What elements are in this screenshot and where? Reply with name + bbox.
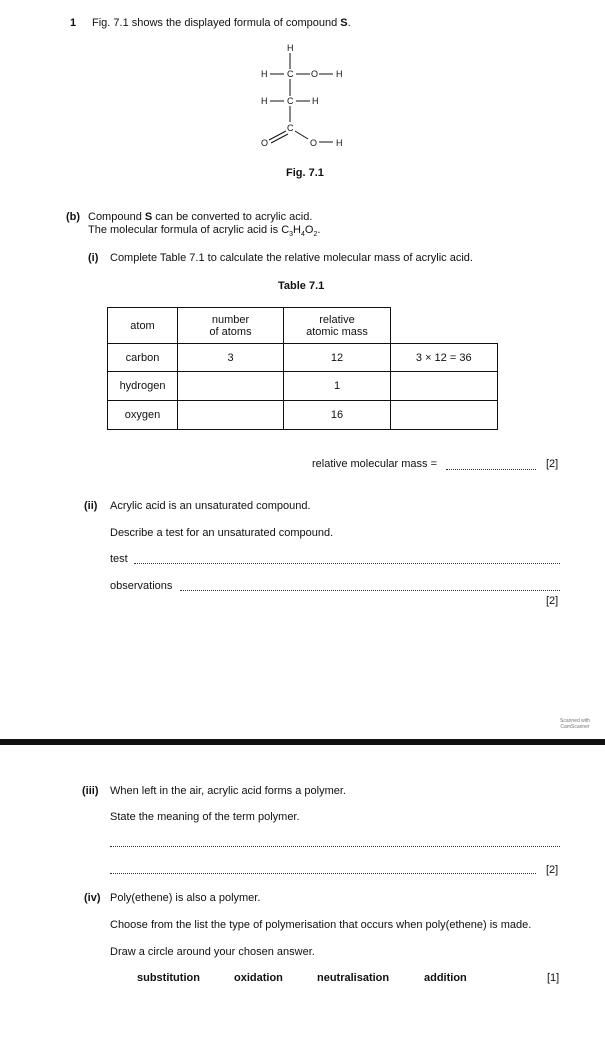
- part-ii-instruction: Describe a test for an unsaturated compound.: [110, 527, 334, 539]
- figure-caption: Fig. 7.1: [286, 167, 324, 179]
- option-addition[interactable]: addition: [424, 972, 467, 984]
- rmm-answer-line[interactable]: [446, 469, 536, 470]
- part-iv-statement: Poly(ethene) is also a polymer.: [110, 892, 261, 904]
- polymer-answer-line-2[interactable]: [110, 873, 536, 874]
- cell-calculation: 3 × 12 = 36: [391, 344, 498, 372]
- part-i-label: (i): [88, 252, 99, 264]
- atom-c3: C: [287, 123, 294, 133]
- part-iv-label: (iv): [84, 892, 101, 904]
- table-row: [108, 401, 498, 430]
- atom-c2: C: [287, 96, 294, 106]
- atom-o-double: O: [261, 138, 269, 148]
- part-iii-label: (iii): [82, 785, 99, 797]
- bond-c3-o: [295, 131, 308, 139]
- table-row: [108, 344, 498, 372]
- cell-atom: carbon: [108, 344, 178, 372]
- part-iv-instruction-2: Draw a circle around your chosen answer.: [110, 946, 315, 958]
- part-iii-marks: [2]: [546, 864, 559, 876]
- part-iii-instruction: State the meaning of the term polymer.: [110, 811, 300, 823]
- page-break-bar: [0, 739, 605, 745]
- cell-number: 3: [178, 344, 284, 372]
- cell-mass: 1: [284, 372, 391, 401]
- rmm-marks: [2]: [546, 458, 559, 470]
- part-b-label: (b): [66, 211, 81, 223]
- part-i-text: Complete Table 7.1 to calculate the relative molecular mass of acrylic acid.: [110, 252, 473, 264]
- part-iv-marks: [1]: [547, 972, 560, 984]
- atomic-mass-table: [107, 307, 498, 430]
- atom-h-top: H: [287, 43, 294, 53]
- atom-h-o2: H: [336, 138, 343, 148]
- test-label: test: [110, 553, 128, 565]
- observations-answer-line[interactable]: [180, 590, 560, 591]
- atom-c1: C: [287, 69, 294, 79]
- table-caption: Table 7.1: [278, 280, 325, 292]
- header-relative-atomic-mass: relative atomic mass: [284, 308, 391, 344]
- cell-number-input[interactable]: [178, 372, 284, 401]
- cell-calculation-input[interactable]: [391, 401, 498, 430]
- part-iii-statement: When left in the air, acrylic acid forms a polymer.: [110, 785, 346, 797]
- cell-mass: 12: [284, 344, 391, 372]
- part-iv-instruction: Choose from the list the type of polymerisation that occurs when poly(ethene) is made.: [110, 919, 532, 931]
- observations-label: observations: [110, 580, 173, 592]
- header-number-of-atoms: number of atoms: [178, 308, 284, 344]
- option-substitution[interactable]: substitution: [137, 972, 200, 984]
- cell-atom: hydrogen: [108, 372, 178, 401]
- part-ii-marks: [2]: [546, 595, 559, 607]
- atom-o1: O: [311, 69, 319, 79]
- test-answer-line[interactable]: [134, 563, 560, 564]
- atom-h-left-2: H: [261, 96, 268, 106]
- cell-atom: oxygen: [108, 401, 178, 430]
- rmm-label: relative molecular mass =: [312, 458, 438, 470]
- part-ii-statement: Acrylic acid is an unsaturated compound.: [110, 500, 311, 512]
- atom-h-right-2: H: [312, 96, 319, 106]
- atom-h-left-1: H: [261, 69, 268, 79]
- molecular-formula: $C_3H_4O_2$.: [281, 224, 321, 239]
- cell-mass: 16: [284, 401, 391, 430]
- option-oxidation[interactable]: oxidation: [234, 972, 283, 984]
- part-ii-label: (ii): [84, 500, 98, 512]
- cell-number-input[interactable]: [178, 401, 284, 430]
- scanner-watermark: Scanned with CamScanner: [560, 718, 591, 730]
- polymer-answer-line-1[interactable]: [110, 846, 560, 847]
- cell-calculation-input[interactable]: [391, 372, 498, 401]
- displayed-formula-figure: [250, 40, 360, 152]
- question-intro: Fig. 7.1 shows the displayed formula of compound S.: [92, 17, 351, 29]
- double-bond-line-1: [269, 131, 286, 140]
- option-neutralisation[interactable]: neutralisation: [317, 972, 390, 984]
- atom-o2: O: [310, 138, 318, 148]
- header-atom: atom: [108, 308, 178, 344]
- header-blank: [391, 308, 498, 344]
- atom-h-o1: H: [336, 69, 343, 79]
- part-b-line-2: The molecular formula of acrylic acid is $C_3H_4O_2$.: [88, 224, 321, 239]
- table-row: [108, 372, 498, 401]
- part-b-line-1: Compound S can be converted to acrylic acid.: [88, 211, 313, 223]
- double-bond-line-2: [271, 134, 288, 143]
- question-number: 1: [70, 17, 77, 29]
